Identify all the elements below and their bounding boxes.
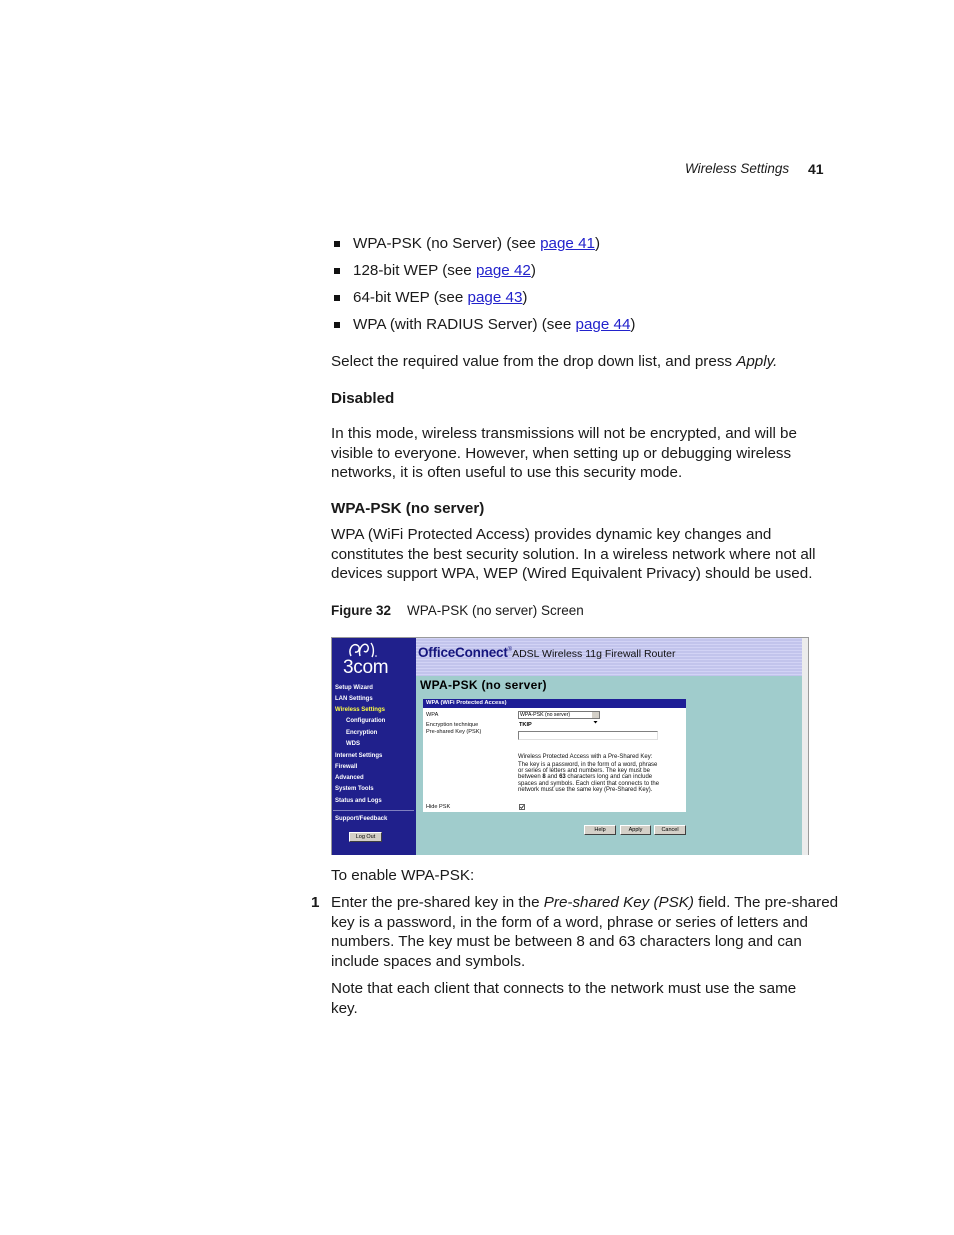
nav-wireless-settings: Wireless Settings (335, 706, 385, 713)
cancel-button: Cancel (654, 825, 686, 835)
brand-name: OfficeConnect (418, 645, 508, 660)
paragraph-line: visible to everyone. However, when setting up or debugging wireless (331, 444, 792, 462)
wpa-psk-heading: WPA-PSK (no server) (331, 500, 485, 517)
list-item-text: ) (594, 235, 601, 252)
help-max-length: 63 (559, 774, 566, 781)
router-main-panel (416, 676, 802, 855)
figure-caption: WPA-PSK (no server) Screen (407, 603, 584, 618)
paragraph-line: Note that each client that connects to the network must use the same (331, 980, 797, 997)
bullet-icon (334, 295, 340, 301)
encryption-value: TKIP (519, 721, 532, 728)
hide-psk-label: Hide PSK (426, 803, 451, 810)
nav-divider (333, 810, 414, 811)
router-page-title: WPA-PSK (no server) (420, 678, 547, 692)
paragraph-line: constitutes the best security solution. In a wireless network where not all (331, 545, 816, 563)
instruction-paragraph (331, 352, 777, 372)
step-text-run: Enter the pre-shared key in the (331, 894, 544, 911)
nav-setup-wizard: Setup Wizard (335, 684, 373, 691)
list-item (353, 315, 635, 335)
nav-configuration: Configuration (346, 717, 386, 724)
instruction-text: Select the required value from the drop down list, and press (331, 353, 737, 370)
paragraph-line: key is a password, in the form of a word, phrase or series of letters and (331, 913, 808, 931)
step-field-name: Pre-shared Key (PSK) (543, 894, 694, 911)
registered-mark: ® (507, 647, 513, 653)
paragraph-line: WPA (WiFi Protected Access) provides dynamic key changes and (331, 526, 772, 543)
figure-label: Figure 32 (331, 603, 392, 618)
wpa-mode-select (518, 711, 600, 719)
help-line: spaces and symbols. Each client that connects to the (518, 780, 660, 787)
encryption-label: Encryption technique (426, 721, 479, 728)
router-right-strip (802, 638, 808, 855)
paragraph-line: In this mode, wireless transmissions will not be encrypted, and will be (331, 425, 797, 442)
step-number: 1 (311, 894, 320, 911)
help-text: characters long and can include (565, 774, 653, 781)
list-item-text: ) (522, 289, 528, 306)
router-sidebar (332, 638, 416, 855)
paragraph-line (331, 893, 838, 913)
help-text: and (545, 774, 560, 781)
bullet-icon (334, 241, 340, 247)
paragraph-line: include spaces and symbols. (331, 952, 526, 970)
router-ui-screenshot (331, 637, 809, 855)
nav-internet-settings: Internet Settings (335, 752, 383, 759)
paragraph-line: devices support WPA, WEP (Wired Equivalent Privacy) should be used. (331, 565, 813, 582)
disabled-heading: Disabled (331, 390, 395, 407)
list-item-text: WPA-PSK (no Server) (see (353, 235, 541, 252)
help-min-length: 8 (542, 774, 546, 781)
nav-support-feedback: Support/Feedback (335, 815, 388, 822)
instruction-emphasis: Apply. (736, 353, 778, 370)
step-text-run: field. The pre-shared (694, 894, 839, 911)
brand-product: ADSL Wireless 11g Firewall Router (512, 648, 676, 660)
page-link[interactable]: page 44 (575, 316, 631, 333)
note-paragraph (331, 979, 796, 1018)
wpa-settings-table (423, 699, 686, 812)
wpa-psk-paragraph (331, 525, 816, 584)
hide-psk-checkbox (519, 804, 525, 810)
psk-label: Pre-shared Key (PSK) (426, 729, 482, 735)
wpa-label: WPA (426, 711, 439, 718)
list-item-text: 128-bit WEP (see (353, 262, 476, 279)
list-item (353, 288, 527, 308)
step-text (331, 893, 838, 971)
bullet-icon (334, 268, 340, 274)
help-line: The key is a password, in the form of a word, phrase (518, 761, 658, 768)
nav-wds: WDS (346, 740, 360, 747)
list-item (353, 234, 600, 254)
nav-lan-settings: LAN Settings (335, 695, 373, 702)
wpa-table-header: WPA (WiFi Protected Access) (423, 699, 686, 708)
help-line: or series of letters and numbers. The key must be (518, 768, 650, 775)
paragraph-line: numbers. The key must be between 8 and 63 characters long and can (331, 933, 802, 950)
page-number: 41 (808, 161, 824, 177)
page-link[interactable]: page 42 (475, 262, 531, 279)
logout-button: Log Out (349, 832, 382, 842)
running-header-section: Wireless Settings (685, 161, 790, 176)
dropdown-arrow-icon (592, 712, 599, 718)
list-item-text: ) (630, 316, 636, 333)
3com-logo: 3com (343, 657, 389, 678)
help-line: Wireless Protected Access with a Pre-Shared Key: (518, 754, 653, 760)
checkmark-icon (520, 805, 524, 809)
list-item-text: 64-bit WEP (see (353, 289, 468, 306)
disabled-paragraph (331, 424, 797, 483)
help-text: between (518, 774, 543, 781)
nav-system-tools: System Tools (335, 785, 374, 792)
apply-button: Apply (620, 825, 651, 835)
router-header-band (416, 638, 802, 676)
list-item-text: ) (530, 262, 536, 279)
list-item-text: WPA (with RADIUS Server) (see (353, 316, 576, 333)
nav-status-and-logs: Status and Logs (335, 797, 382, 804)
help-line: network must use the same key (Pre-Shared Key). (518, 786, 653, 793)
psk-help-text (518, 754, 659, 793)
paragraph-line: networks, it is often useful to use this security mode. (331, 464, 683, 481)
nav-firewall: Firewall (335, 763, 358, 770)
officeconnect-brand (418, 645, 675, 660)
page-link[interactable]: page 41 (540, 235, 595, 252)
nav-encryption: Encryption (346, 729, 378, 736)
wpa-mode-selected: WPA-PSK (no server) (520, 712, 571, 718)
paragraph-line: key. (331, 999, 358, 1017)
psk-input (518, 731, 658, 740)
procedure-intro: To enable WPA-PSK: (331, 867, 475, 884)
page-link[interactable]: page 43 (467, 289, 523, 306)
help-line (518, 774, 659, 780)
bullet-icon (334, 322, 340, 328)
list-item (353, 261, 536, 281)
help-button: Help (584, 825, 616, 835)
nav-advanced: Advanced (335, 774, 364, 781)
